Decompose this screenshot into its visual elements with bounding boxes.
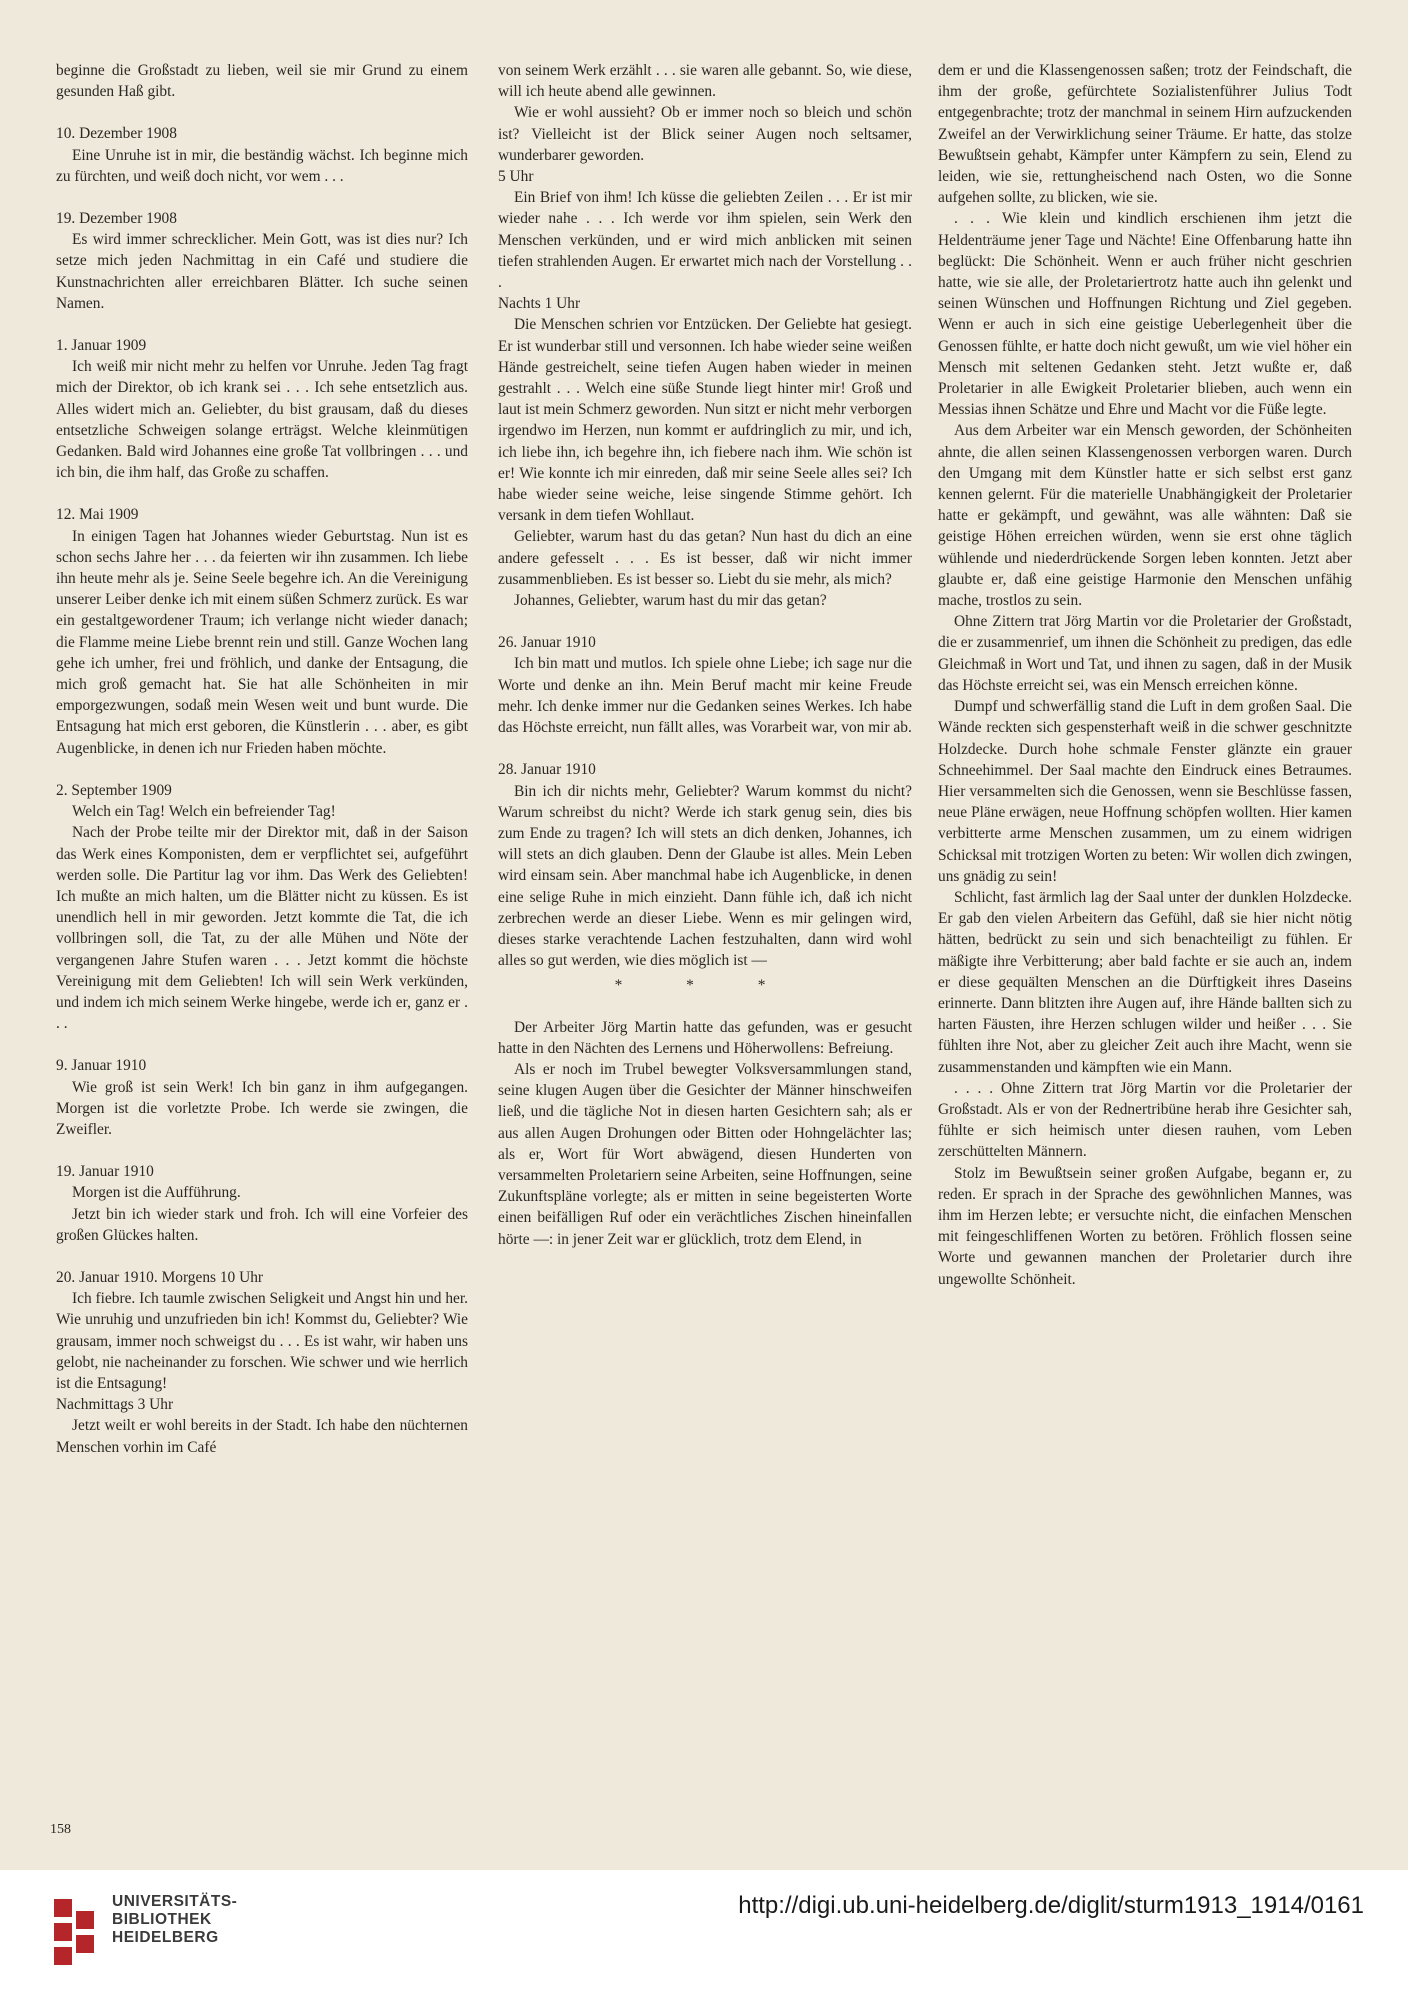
diary-date-heading: 12. Mai 1909 xyxy=(56,506,139,524)
diary-date-heading: 1. Januar 1909 xyxy=(56,337,147,355)
page-number: 158 xyxy=(50,1822,71,1837)
paragraph: Es wird immer schrecklicher. Mein Gott, was ist dies nur? Ich setze mich jeden Nachmittag in ein Café und studiere die Kunstnachrichten aller erreichbaren Blätter. Ich suche seinen Namen. xyxy=(56,231,468,312)
paragraph-gap xyxy=(56,1246,468,1267)
paragraph: Ich fiebre. Ich taumle zwischen Seligkeit und Angst hin und her. Wie unruhig und unzufrieden bin ich! Kommst du, Geliebter? Wie grausam, immer noch schweigst du . . . Es ist wahr, wir haben uns gelobt, nie nacheinander zu forschen. Wie schwer und wie herrlich ist die Entsagung! xyxy=(56,1290,468,1392)
paragraph: Die Menschen schrien vor Entzücken. Der Geliebte hat gesiegt. Er ist wunderbar still und versonnen. Ich habe wieder seine weißen Hände gestreichelt, seine tiefen Augen haben wieder in meinen gestrahlt . . . Welch eine süße Stunde liegt hinter mir! Groß und laut ist mein Schmerz geworden. Nun sitzt er nicht mehr verborgen irgendwo im Herzen, nun kommt er aufdringlich zu mir, und ich, ich liebe ihn, ich begehre ihn, ich fiebere nach ihm. Wie schön ist er! Wie konnte ich mir einreden, daß mir seine Seele alles sei? Ich habe wieder seine weiche, leise singende Stimme gehört. Ich versank in dem tiefen Wohllaut. xyxy=(498,316,912,525)
paragraph: von seinem Werk erzählt . . . sie waren alle gebannt. So, wie diese, will ich heute abend alle gewinnen. xyxy=(498,62,912,101)
library-name-line-1: UNIVERSITÄTS- xyxy=(112,1893,238,1910)
paragraph: In einigen Tagen hat Johannes wieder Geburtstag. Nun ist es schon sechs Jahre her . . . da feierten wir ihn zusammen. Ich liebe ihn heute mehr als je. Seine Seele begehre ich. An die Vereinigung unserer Leiber denke ich mit einem süßen Schmerz zurück. Es war ein gestaltgewordener Traum; ich verlange nicht wieder danach; die Flamme meine Liebe brennt rein und still. Ganze Wochen lang gehe ich umher, frei und fröhlich, und danke der Entsagung, die mich groß gemacht hat. Sie hat alle Schönheiten in mir emporgezwungen, sodaß mein Wesen weit und bunt wurde. Die Entsagung hat mich erst geboren, die Künstlerin . . . aber, es gibt Augenblicke, in denen ich nur Frieden haben möchte. xyxy=(56,527,468,757)
paragraph: Ich weiß mir nicht mehr zu helfen vor Unruhe. Jeden Tag fragt mich der Direktor, ob ich krank sei . . . Ich sehe entsetzlich aus. Alles widert mich an. Geliebter, du bist grausam, daß du dieses entsetzliche Schweigen solange erträgst. Welche kleinmütigen Gedanken. Bald wird Johannes eine große Tat vollbringen . . . und ich bin, die ihm half, das Große zu schaffen. xyxy=(56,358,468,482)
paragraph-gap xyxy=(56,1034,468,1055)
paragraph: . . . . Ohne Zittern trat Jörg Martin vor die Proletarier der Großstadt. Als er von der Rednertribüne herab ihre Gesichter sah, fühlte er sich heimisch unter diesen rauhen, vom Leben zerschüttelten Männern. xyxy=(938,1079,1352,1161)
text-column-middle xyxy=(498,60,912,1250)
paragraph: beginne die Großstadt zu lieben, weil sie mir Grund zu einem gesunden Haß gibt. xyxy=(56,62,468,101)
paragraph: Ohne Zittern trat Jörg Martin vor die Proletarier der Großstadt, die er zusammenrief, um ihnen die Schönheit zu predigen, das edle Gleichmaß in Wort und Tat, und ihnen zu sagen, daß in der Musik das Höchste erreicht sei, was ein Mensch erreichen könne. xyxy=(938,613,1352,694)
diary-date-heading: Nachmittags 3 Uhr xyxy=(56,1396,174,1414)
diary-date-heading: 9. Januar 1910 xyxy=(56,1057,147,1075)
paragraph: Der Arbeiter Jörg Martin hatte das gefunden, was er gesucht hatte in den Nächten des Lernens und Höherwollens: Befreiung. xyxy=(498,1018,912,1057)
library-name-line-2: BIBLIOTHEK xyxy=(112,1911,212,1928)
paragraph: Geliebter, warum hast du das getan? Nun hast du dich an eine andere gefesselt . . . Es ist besser, daß wir nicht immer zusammenblieben. Es ist besser so. Liebt du sie mehr, als mich? xyxy=(498,528,912,588)
diary-date-heading: 20. Januar 1910. Morgens 10 Uhr xyxy=(56,1268,264,1286)
source-url-link[interactable]: http://digi.ub.uni-heidelberg.de/diglit/sturm1913_1914/0161 xyxy=(738,1892,1364,1919)
paragraph: Stolz im Bewußtsein seiner großen Aufgabe, begann er, zu reden. Er sprach in der Sprache des gewöhnlichen Mannes, was ihm im Herzen lebte; er versuchte nicht, die einfachen Menschen mit feingeschliffenen Worten zu betören. Fröhlich flossen seine Worte und gewannen manchen der Proletarier durch ihre ungewollte Schönheit. xyxy=(938,1164,1352,1288)
paragraph: Bin ich dir nichts mehr, Geliebter? Warum kommst du nicht? Warum schreibst du nicht? Werde ich stark genug sein, dies bis zum Ende zu tragen? Ich will stets an dich denken, Johannes, ich will stets an dich glauben. Denn der Glaube ist alles. Mein Leben wird einsam sein. Aber manchmal habe ich Augenblicke, in denen eine selige Ruhe in mich einzieht. Dann fühle ich, daß ich nicht zerbrechen werde an dieser Liebe. Wenn es mir gelingen wird, dieses starke verachtende Lachen festzuhalten, dann wird wohl alles so gut werden, wie dies möglich ist — xyxy=(498,782,912,970)
library-logo-icon xyxy=(42,1889,104,1971)
paragraph-gap xyxy=(56,483,468,504)
paragraph: Ein Brief von ihm! Ich küsse die geliebten Zeilen . . . Er ist mir wieder nahe . . . Ich werde vor ihm spielen, sein Werk den Menschen verkünden, und er wird mich anblicken mit seinen tiefen strahlenden Augen. Er erwartet mich nach der Vorstellung . . . xyxy=(498,189,912,292)
diary-date-heading: 19. Januar 1910 xyxy=(56,1163,154,1181)
paragraph: Wie er wohl aussieht? Ob er immer noch so bleich und schön ist? Vielleicht ist der Blick seiner Augen noch seltsamer, wunderbarer geworden. xyxy=(498,104,912,164)
diary-date-heading: 5 Uhr xyxy=(498,168,534,186)
paragraph: Morgen ist die Aufführung. xyxy=(72,1184,241,1202)
paragraph: Aus dem Arbeiter war ein Mensch geworden, der Schönheiten ahnte, die allen seinen Klassengenossen verborgen waren. Durch den Umgang mit dem Künstler hatte er sich selbst erst ganz kennen gelernt. Für die materielle Unabhängigkeit der Proletarier hatte er gekämpft, und gewähnt, was alle wähnten: Daß sie geistige Höhen erreichen würden, wenn sie erst ohne täglich wühlende und niederdrückende Sorgen leben konnten. Jetzt aber glaubte er, daß eine geistige Harmonie den Menschen unfähig mache, trostlos zu sein. xyxy=(938,422,1352,610)
paragraph: Dumpf und schwerfällig stand die Luft in dem großen Saal. Die Wände reckten sich gespensterhaft weiß in die schwer geschnitzte Holzdecke. Durch hohe schmale Fenster glänzte ein grauer Schneehimmel. Der Saal machte den Eindruck eines Betraumes. Hier versammelten sich die Genossen, wenn sie Beschlüsse fassen, neue Pläne erwägen, neue Hoffnung schöpfen wollten. Hier kamen verbitterte arme Menschen zusammen, um zu einem widrigen Schicksal mit trotzigen Worten zu beten: Wir wollen dich zwingen, uns gnädig zu sein! xyxy=(938,698,1352,885)
paragraph: dem er und die Klassengenossen saßen; trotz der Feindschaft, die ihm der große, gefürchtete Sozialistenführer Julius Todt entgegenbrachte; trotz der manchmal in seinem Hirn aufzuckenden Zweifel an der Verwirklichung seiner Träume. Er hatte, das stolze Bewußtsein gehabt, Kämpfer unter Kämpfern zu sein, Elend zu leiden, wie sie, rettungheischend nach Osten, wo die Sonne aufgehen sollte, zu blicken, wie sie. xyxy=(938,62,1352,207)
paragraph-gap xyxy=(56,187,468,208)
paragraph: . . . Wie klein und kindlich erschienen ihm jetzt die Heldenträume jener Tage und Nächte! Eine Offenbarung hatte ihn beglückt: Die Schönheit. Wenn er auch früher nicht geschrien hatte, wie sie alle, der Proletariertrotz hatte auch ihn gelenkt und seinen Wünschen und Hoffnungen Richtung und Ziel gegeben. Wenn er auch in sich eine geistige Ueberlegenheit über die Genossen fühlte, er hatte doch nicht gewußt, um wie viel höher ein Mensch mit seltenen Gedanken steht. Jetzt wußte er, daß Proletarier in alle Ewigkeit Proletarier blieben, auch wenn ein Messias ihnen Schätze und Ehre und Macht vor die Füße legte. xyxy=(938,210,1352,419)
paragraph: Jetzt bin ich wieder stark und froh. Ich will eine Vorfeier des großen Glückes halten. xyxy=(56,1205,468,1244)
paragraph: Als er noch im Trubel bewegter Volksversammlungen stand, seine klugen Augen über die Gesichter der Männer hinschweifen ließ, und die tägliche Not in diesen harten Gesichtern sah; als er aus allen Augen Drohungen oder Bitten oder Hohngelächter las; als er, Wort für Wort abwägend, diesen Hunderten von versammelten Proletariern seine Arbeiten, seine Hoffnungen, seine Zukunftspläne vorlegte; als er mitten in seine begeisterten Worte einen beifälligen Ruf oder ein verächtliches Zischen hineinfallen hörte —: in jener Zeit war er glücklich, trotz dem Elend, in xyxy=(498,1060,912,1248)
diary-date-heading: 19. Dezember 1908 xyxy=(56,210,177,228)
diary-date-heading: 10. Dezember 1908 xyxy=(56,125,177,143)
text-column-right xyxy=(938,60,1352,1290)
paragraph-gap xyxy=(56,314,468,335)
section-separator: * * * xyxy=(614,977,796,995)
paragraph: Johannes, Geliebter, warum hast du mir das getan? xyxy=(514,592,827,610)
paragraph: Eine Unruhe ist in mir, die beständig wächst. Ich beginne mich zu fürchten, und weiß doch nicht, vor wem . . . xyxy=(56,146,468,185)
library-name-line-3: HEIDELBERG xyxy=(112,1929,219,1946)
paragraph: Wie groß ist sein Werk! Ich bin ganz in ihm aufgegangen. Morgen ist die vorletzte Probe. Ich werde sie zwingen, die Zweifler. xyxy=(56,1078,468,1138)
paragraph: Nach der Probe teilte mir der Direktor mit, daß in der Saison das Werk eines Komponisten, dem er verpflichtet sei, aufgeführt werden solle. Die Partitur lag vor ihm. Das Werk des Geliebten! Ich mußte an mich halten, um die Blätter nicht zu küssen. Es ist unendlich hell in mir geworden. Jetzt kommte die Tat, die ich vollbringen soll, die Tat, zu der alle Mühen und Nöte der vergangenen Jahre Stufen waren . . . Jetzt kommt die höchste Vereinigung mit dem Geliebten! Ich will sein Werk verkünden, und indem ich mich seinem Werke hingebe, werde ich er, ganz er . . . xyxy=(56,824,468,1033)
paragraph-gap xyxy=(56,1140,468,1161)
diary-date-heading: 2. September 1909 xyxy=(56,781,172,799)
library-name xyxy=(112,1893,237,1947)
paragraph: Ich bin matt und mutlos. Ich spiele ohne Liebe; ich sage nur die Worte und denke an ihn. Mein Beruf macht mir keine Freude mehr. Ich denke immer nur die Gedanken seines Werkes. Ich habe das Höchste erreicht, nun fällt alles, was Vorarbeit war, von mir ab. xyxy=(498,655,912,737)
paragraph: Schlicht, fast ärmlich lag der Saal unter der dunklen Holzdecke. Er gab den vielen Arbeitern das Gefühl, daß sie hier nicht nötig hätten, bedrückt zu sein und sich benachteiligt zu fühlen. Er mäßigte ihre Verbitterung; aber bald fachte er sie auch an, indem er diese gequälten Menschen an die Dürftigkeit ihres Daseins erinnerte. Dann blitzten ihre Augen auf, ihre Hände ballten sich zu harten Fäusten, ihre Herzen schlugen wilder und heißer . . . Sie fühlten ihre Not, aber zu gleicher Zeit auch ihre Macht, wenn sie zusammenstanden und kämpften wie ein Mann. xyxy=(938,888,1352,1076)
paragraph: Jetzt weilt er wohl bereits in der Stadt. Ich habe den nüchternen Menschen vorhin im Café xyxy=(56,1417,468,1456)
diary-date-heading: 26. Januar 1910 xyxy=(498,634,596,652)
paragraph-gap xyxy=(498,611,912,632)
paragraph-gap xyxy=(56,102,468,123)
paragraph-gap xyxy=(56,759,468,780)
paragraph-gap xyxy=(498,738,912,759)
paragraph: Welch ein Tag! Welch ein befreiender Tag! xyxy=(72,803,336,821)
text-column-left xyxy=(56,60,468,1458)
diary-date-heading: Nachts 1 Uhr xyxy=(498,295,581,313)
diary-date-heading: 28. Januar 1910 xyxy=(498,761,596,779)
